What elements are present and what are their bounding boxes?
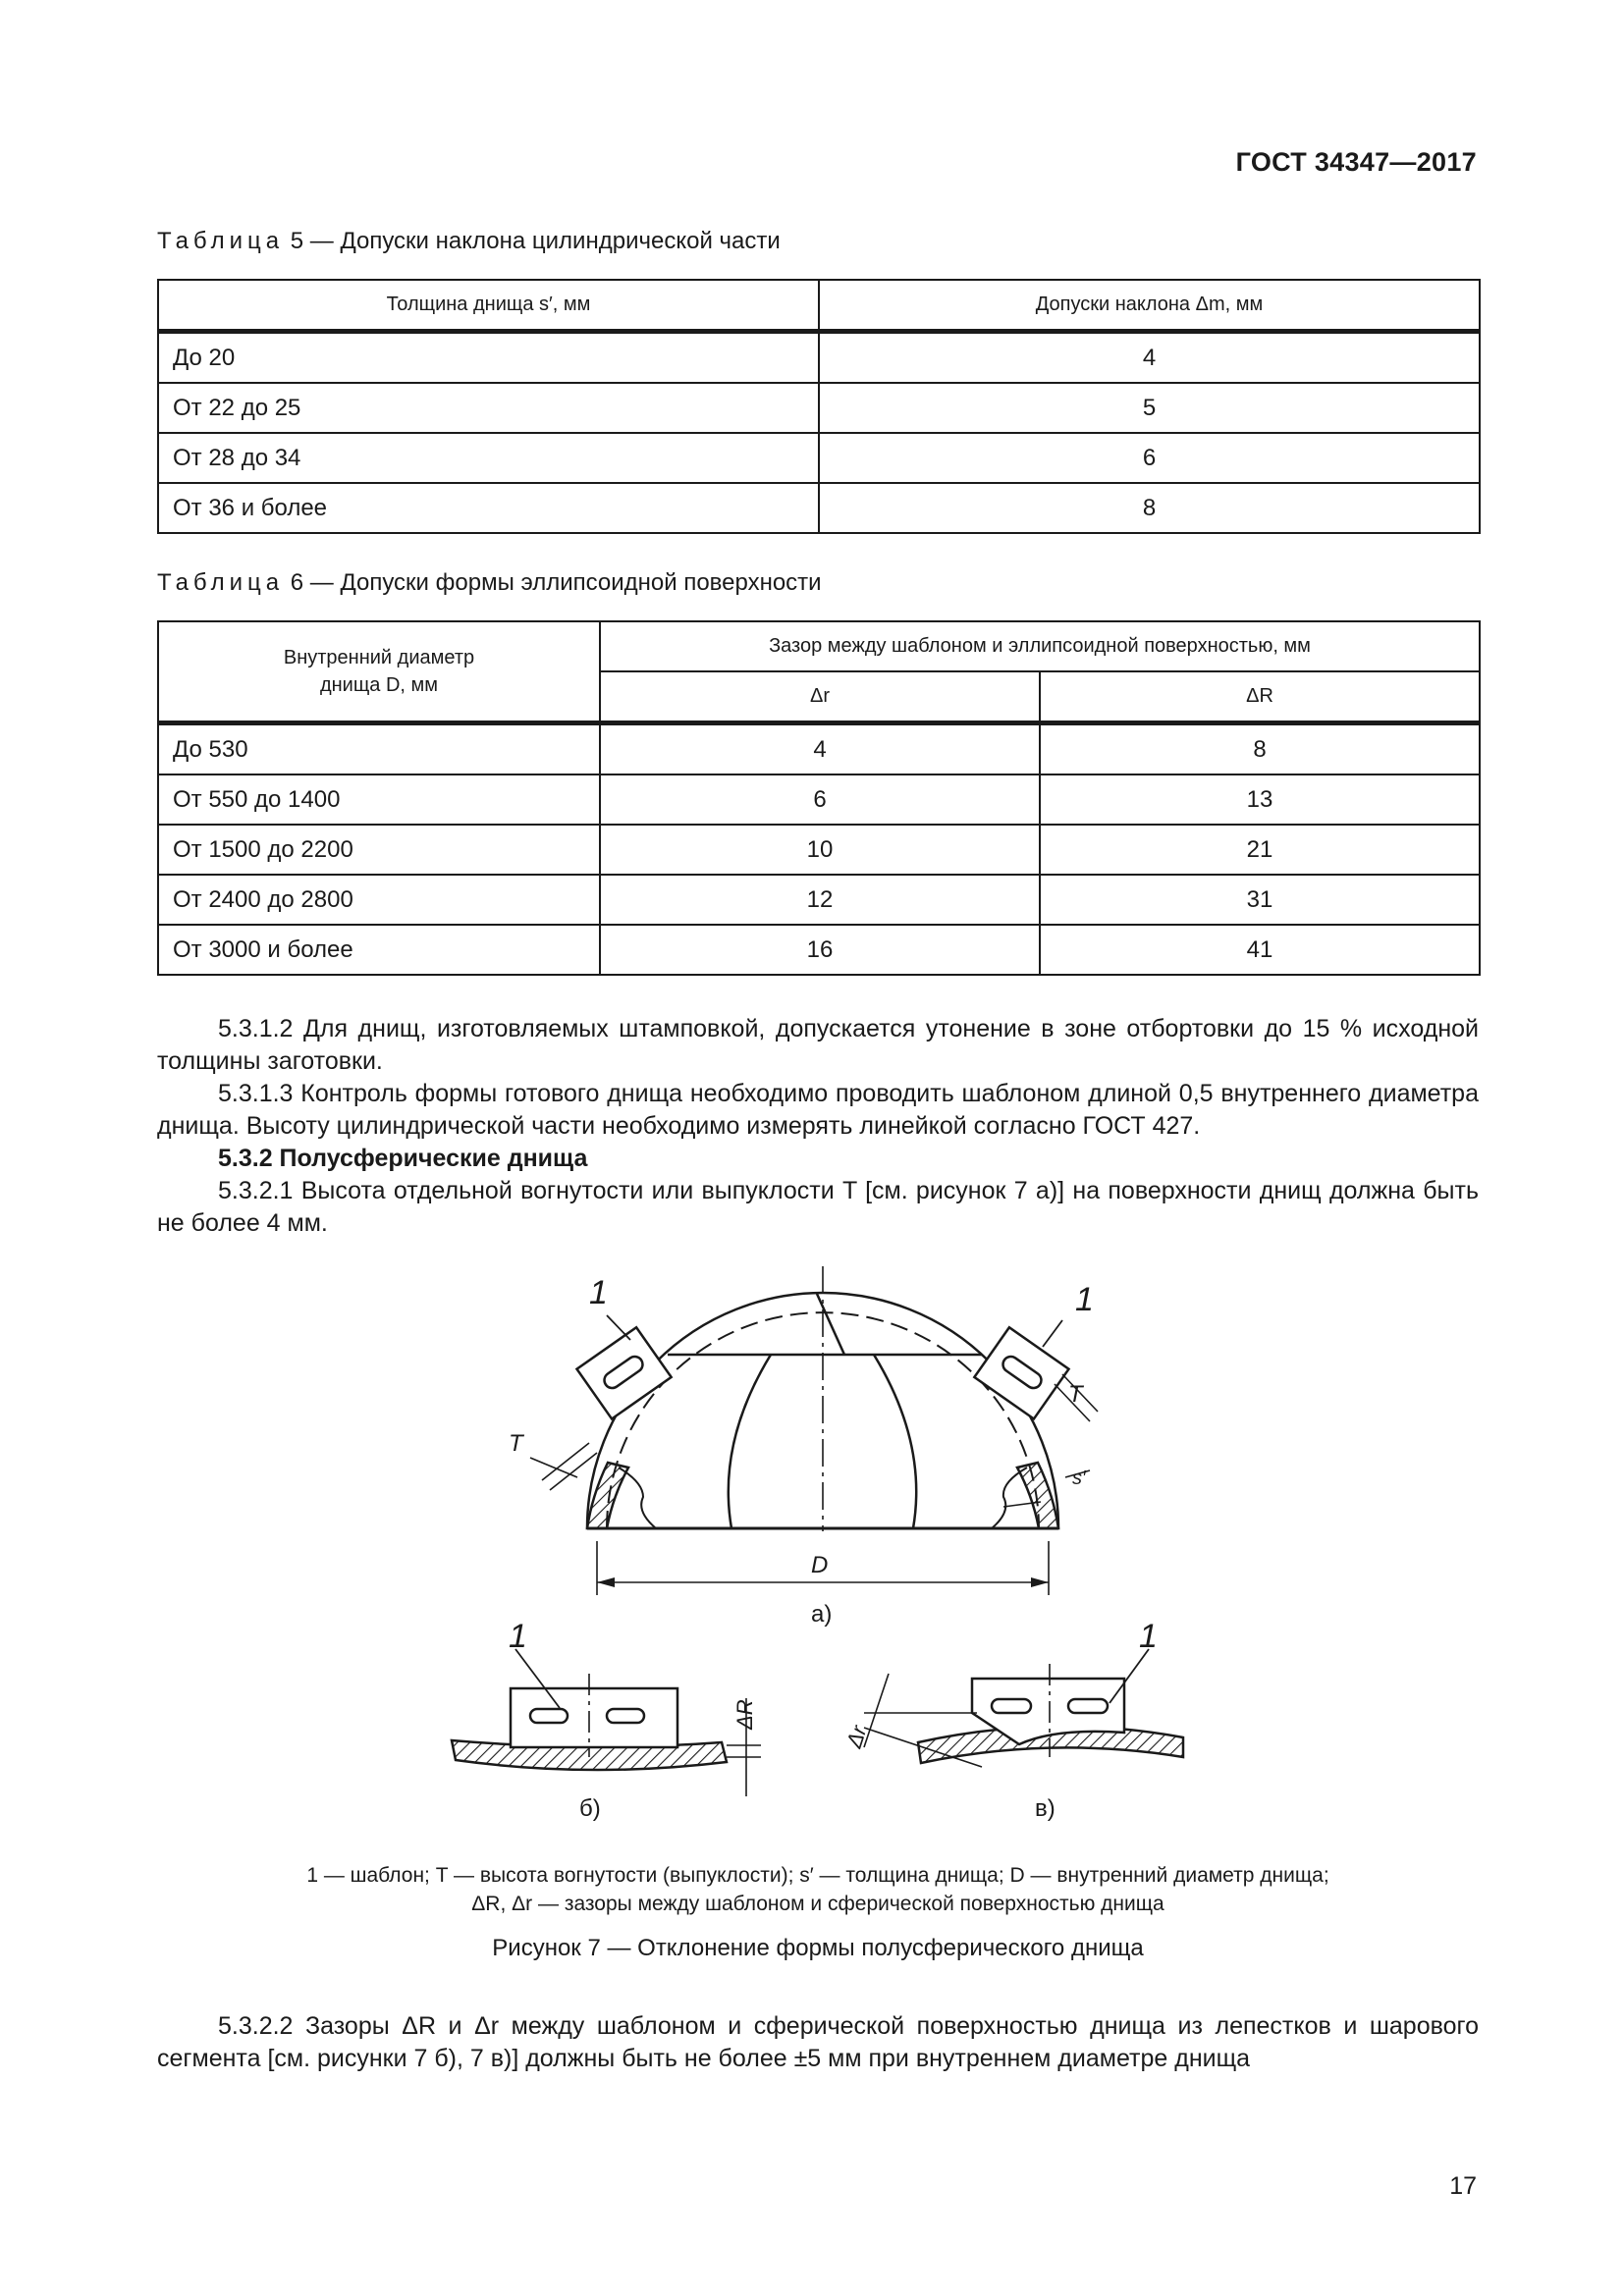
figure-caption: Рисунок 7 — Отклонение формы полусферического днища bbox=[492, 1935, 1144, 1961]
label-T-left: T bbox=[509, 1430, 523, 1457]
drawing-v-segment-template bbox=[864, 1649, 1183, 1767]
figure-legend-line2: ΔR, Δr — зазоры между шаблоном и сферической поверхностью днища bbox=[471, 1893, 1164, 1915]
table6-col-gap: Зазор между шаблоном и эллипсоидной поверхностью, мм bbox=[600, 621, 1480, 671]
table5-col-thickness: Толщина днища s′, мм bbox=[158, 280, 819, 332]
table5-cell-tolerance: 8 bbox=[819, 483, 1480, 533]
label-s: s′ bbox=[1072, 1468, 1086, 1489]
table5-cell-thickness: До 20 bbox=[158, 332, 819, 384]
label-1-v: 1 bbox=[1139, 1618, 1158, 1655]
table6-cell-dR: 13 bbox=[1040, 774, 1480, 825]
table6-cell-dr: 16 bbox=[600, 925, 1040, 975]
table6-cell-diameter: От 3000 и более bbox=[158, 925, 600, 975]
paragraph-5-3-2-2 bbox=[157, 2010, 1479, 2075]
paragraph-text: 5.3.2.2 Зазоры ΔR и Δr между шаблоном и сферической поверхностью днища из лепестков и шарового сегмента [см. рисунки 7 б), 7 в)] должны быть не более ±5 мм при внутреннем диаметре днища bbox=[157, 2012, 1479, 2072]
label-subfigure-v: в) bbox=[1035, 1795, 1056, 1822]
table6-cell-dr: 6 bbox=[600, 774, 1040, 825]
label-T-right: T bbox=[1068, 1381, 1083, 1408]
dim-T-left-ext2 bbox=[550, 1453, 597, 1490]
paragraph-text: 5.3.1.3 Контроль формы готового днища необходимо проводить шаблоном длиной 0,5 внутреннего диаметра днища. Высоту цилиндрической части необходимо измерять линейкой согласно ГОСТ 427. bbox=[157, 1080, 1479, 1140]
template-b bbox=[511, 1688, 677, 1747]
dim-T-left-ext1 bbox=[542, 1443, 589, 1480]
label-D: D bbox=[811, 1552, 829, 1578]
template-right bbox=[974, 1327, 1068, 1418]
table6-cell-diameter: До 530 bbox=[158, 723, 600, 775]
leader-line-1-v bbox=[1110, 1649, 1149, 1703]
table6-cell-dr: 10 bbox=[600, 825, 1040, 875]
table5-cell-tolerance: 4 bbox=[819, 332, 1480, 384]
section-heading-text: 5.3.2 Полусферические днища bbox=[218, 1145, 588, 1172]
table5-cell-thickness: От 28 до 34 bbox=[158, 433, 819, 483]
table6-caption-text: 6 — Допуски формы эллипсоидной поверхности bbox=[284, 569, 822, 596]
petal-seam-right bbox=[874, 1355, 916, 1528]
label-1-left: 1 bbox=[589, 1274, 608, 1311]
table6-cell-dR: 31 bbox=[1040, 875, 1480, 925]
standard-number: ГОСТ 34347—2017 bbox=[1235, 147, 1477, 177]
table5-caption-label: Таблица bbox=[157, 228, 285, 254]
table6-col-dR: ΔR bbox=[1040, 671, 1480, 723]
table6-cell-dr: 4 bbox=[600, 723, 1040, 775]
table5-cell-tolerance: 5 bbox=[819, 383, 1480, 433]
table6-col-diameter-line2: днища D, мм bbox=[319, 674, 439, 696]
label-dr: Δr bbox=[840, 1722, 872, 1751]
label-1-b: 1 bbox=[509, 1618, 527, 1655]
leader-line-1-left bbox=[607, 1315, 630, 1340]
label-dR: ΔR bbox=[732, 1699, 757, 1730]
label-subfigure-a: а) bbox=[811, 1601, 833, 1628]
paragraph-text: 5.3.1.2 Для днищ, изготовляемых штамповкой, допускается утонение в зоне отбортовки до 15 % исходной толщины заготовки. bbox=[157, 1015, 1479, 1075]
table6-cell-diameter: От 550 до 1400 bbox=[158, 774, 600, 825]
table5-col-tolerance: Допуски наклона Δm, мм bbox=[819, 280, 1480, 332]
table6-cell-diameter: От 1500 до 2200 bbox=[158, 825, 600, 875]
page-number: 17 bbox=[1449, 2172, 1477, 2200]
seam-top bbox=[817, 1294, 844, 1355]
figure-legend-line1: 1 — шаблон; T — высота вогнутости (выпуклости); s′ — толщина днища; D — внутренний диаметр днища; bbox=[306, 1864, 1329, 1887]
table6-caption-label: Таблица bbox=[157, 569, 285, 596]
drawing-a-hemisphere bbox=[530, 1266, 1098, 1595]
label-1-right: 1 bbox=[1075, 1281, 1094, 1318]
table5-cell-thickness: От 22 до 25 bbox=[158, 383, 819, 433]
table6-cell-dR: 41 bbox=[1040, 925, 1480, 975]
table5-caption-text: 5 — Допуски наклона цилиндрической части bbox=[284, 228, 781, 254]
template-left bbox=[576, 1327, 671, 1418]
drawing-b-petal-template bbox=[452, 1649, 761, 1796]
label-subfigure-b: б) bbox=[579, 1795, 601, 1822]
table6-col-dr: Δr bbox=[600, 671, 1040, 723]
petal-seam-left bbox=[729, 1355, 771, 1528]
table6-col-diameter-line1: Внутренний диаметр bbox=[283, 647, 475, 668]
figure-legend bbox=[157, 1861, 1479, 1918]
leader-line-1-right bbox=[1043, 1320, 1062, 1347]
table5-cell-tolerance: 6 bbox=[819, 433, 1480, 483]
table6-cell-dR: 8 bbox=[1040, 723, 1480, 775]
table6-cell-dr: 12 bbox=[600, 875, 1040, 925]
paragraph-text: 5.3.2.1 Высота отдельной вогнутости или выпуклости T [см. рисунок 7 а)] на поверхности днищ должна быть не более 4 мм. bbox=[157, 1177, 1479, 1237]
table6-cell-diameter: От 2400 до 2800 bbox=[158, 875, 600, 925]
table6-cell-dR: 21 bbox=[1040, 825, 1480, 875]
table5-cell-thickness: От 36 и более bbox=[158, 483, 819, 533]
